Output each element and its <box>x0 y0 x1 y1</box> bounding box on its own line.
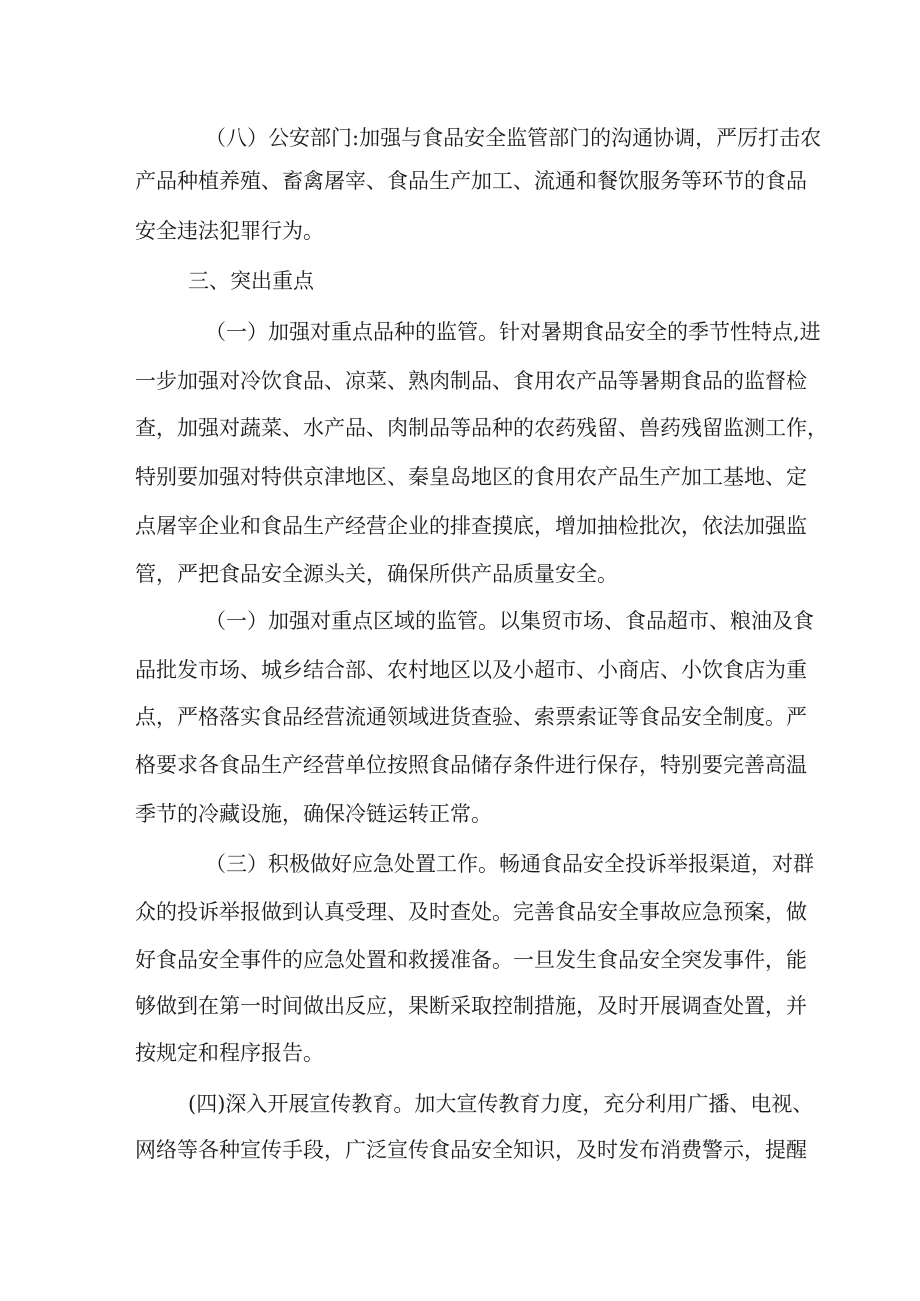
paragraph-8-line-1: （八）公安部门:加强与食品安全监管部门的沟通协调，严厉打击农 <box>205 126 822 150</box>
paragraph-8-line-2: 产品种植养殖、畜禽屠宰、食品生产加工、流通和餐饮服务等环节的食品 <box>135 169 807 193</box>
paragraph-1-line-1: （一）加强对重点品种的监管。针对暑期食品安全的季节性特点,进 <box>205 320 821 344</box>
paragraph-1-line-2: 一步加强对冷饮食品、凉菜、熟肉制品、食用农产品等暑期食品的监督检 <box>135 369 807 393</box>
paragraph-8-line-3: 安全违法犯罪行为。 <box>135 219 324 243</box>
paragraph-4-line-2: 网络等各种宣传手段，广泛宣传食品安全知识，及时发布消费警示，提醒 <box>135 1138 807 1162</box>
paragraph-1-line-3: 查，加强对蔬菜、水产品、肉制品等品种的农药残留、兽药残留监测工作， <box>135 416 828 440</box>
paragraph-3-line-3: 好食品安全事件的应急处置和救援准备。一旦发生食品安全突发事件，能 <box>135 948 807 972</box>
paragraph-2-line-5: 季节的冷藏设施，确保冷链运转正常。 <box>135 802 492 826</box>
paragraph-3-line-2: 众的投诉举报做到认真受理、及时查处。完善食品安全事故应急预案，做 <box>135 900 807 924</box>
paragraph-1-line-4: 特别要加强对特供京津地区、秦皇岛地区的食用农产品生产加工基地、定 <box>135 465 807 489</box>
section-heading: 三、突出重点 <box>188 269 314 293</box>
paragraph-2-line-1: （一）加强对重点区域的监管。以集贸市场、食品超市、粮油及食 <box>205 609 814 633</box>
paragraph-1-line-5: 点屠宰企业和食品生产经营企业的排查摸底，增加抽检批次，依法加强监 <box>135 514 807 538</box>
paragraph-2-line-2: 品批发市场、城乡结合部、农村地区以及小超市、小商店、小饮食店为重 <box>135 658 807 682</box>
paragraph-3-line-4: 够做到在第一时间做出反应，果断采取控制措施，及时开展调查处置，并 <box>135 994 807 1018</box>
paragraph-1-line-6: 管，严把食品安全源头关，确保所供产品质量安全。 <box>135 562 618 586</box>
paragraph-4-line-1: (四)深入开展宣传教育。加大宣传教育力度，充分利用广播、电视、 <box>188 1092 814 1116</box>
paragraph-2-line-3: 点，严格落实食品经营流通领域进货查验、索票索证等食品安全制度。严 <box>135 705 807 729</box>
paragraph-3-line-1: （三）积极做好应急处置工作。畅通食品安全投诉举报渠道，对群 <box>205 852 814 876</box>
paragraph-3-line-5: 按规定和程序报告。 <box>135 1041 324 1065</box>
paragraph-2-line-4: 格要求各食品生产经营单位按照食品储存条件进行保存，特别要完善高温 <box>135 753 807 777</box>
